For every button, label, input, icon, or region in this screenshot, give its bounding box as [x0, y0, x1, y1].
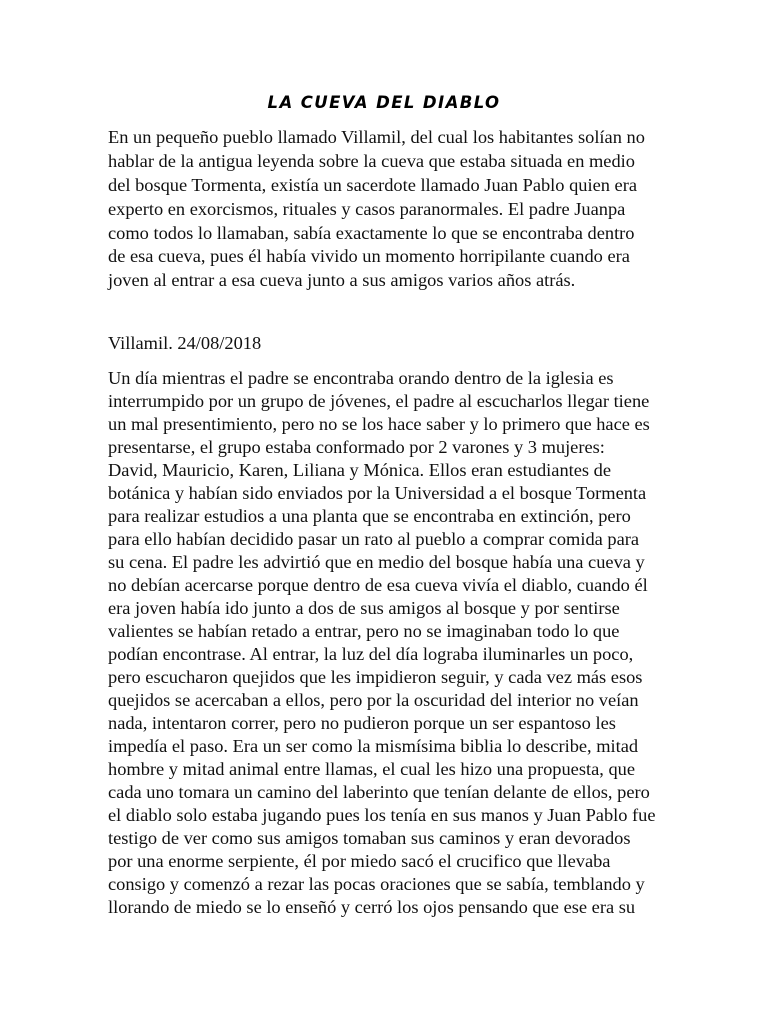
body-line: testigo de ver como sus amigos tomaban sus caminos y eran devorados	[108, 828, 631, 848]
intro-line: de esa cueva, pues él había vivido un momento horripilante cuando era	[108, 246, 630, 266]
body-line: valientes se habían retado a entrar, pero no se imaginaban todo lo que	[108, 621, 620, 641]
intro-line: como todos lo llamaban, sabía exactamente lo que se encontraba dentro	[108, 223, 635, 243]
body-line: para ello habían decidido pasar un rato al pueblo a comprar comida para	[108, 529, 640, 549]
body-line: podían encontrase. Al entrar, la luz del día lograba iluminarles un poco,	[108, 644, 634, 664]
intro-line: del bosque Tormenta, existía un sacerdote llamado Juan Pablo quien era	[108, 175, 637, 195]
body-line: no debían acercarse porque dentro de esa cueva vivía el diablo, cuando él	[108, 575, 648, 595]
body-line: su cena. El padre les advirtió que en medio del bosque había una cueva y	[108, 552, 645, 572]
body-line: era joven había ido junto a dos de sus amigos al bosque y por sentirse	[108, 598, 620, 618]
body-line: Un día mientras el padre se encontraba orando dentro de la iglesia es	[108, 368, 614, 388]
body-line: consigo y comenzó a rezar las pocas oraciones que se sabía, temblando y	[108, 874, 645, 894]
intro-line: joven al entrar a esa cueva junto a sus amigos varios años atrás.	[108, 270, 576, 290]
date-line: Villamil. 24/08/2018	[108, 333, 262, 353]
body-line: nada, intentaron correr, pero no pudieron porque un ser espantoso les	[108, 713, 616, 733]
body-line: llorando de miedo se lo enseñó y cerró los ojos pensando que ese era su	[108, 897, 636, 917]
body-line: interrumpido por un grupo de jóvenes, el padre al escucharlos llegar tiene	[108, 391, 650, 411]
body-line: un mal presentimiento, pero no se los hace saber y lo primero que hace es	[108, 414, 650, 434]
body-line: por una enorme serpiente, él por miedo sacó el crucifico que llevaba	[108, 851, 611, 871]
body-line: botánica y habían sido enviados por la Universidad a el bosque Tormenta	[108, 483, 647, 503]
body-line: impedía el paso. Era un ser como la mismísima biblia lo describe, mitad	[108, 736, 639, 756]
body-line: presentarse, el grupo estaba conformado por 2 varones y 3 mujeres:	[108, 437, 605, 457]
document-title: LA CUEVA DEL DIABLO	[267, 93, 501, 112]
body-line: para realizar estudios a una planta que se encontraba en extinción, pero	[108, 506, 631, 526]
body-line: el diablo solo estaba jugando pues los tenía en sus manos y Juan Pablo fue	[108, 805, 656, 825]
intro-line: En un pequeño pueblo llamado Villamil, del cual los habitantes solían no	[108, 127, 645, 147]
intro-line: experto en exorcismos, rituales y casos paranormales. El padre Juanpa	[108, 199, 626, 219]
body-line: hombre y mitad animal entre llamas, el cual les hizo una propuesta, que	[108, 759, 636, 779]
body-line: David, Mauricio, Karen, Liliana y Mónica. Ellos eran estudiantes de	[108, 460, 612, 480]
intro-line: hablar de la antigua leyenda sobre la cueva que estaba situada en medio	[108, 151, 635, 171]
body-line: quejidos se acercaban a ellos, pero por la oscuridad del interior no veían	[108, 690, 639, 710]
body-line: cada uno tomara un camino del laberinto que tenían delante de ellos, pero	[108, 782, 650, 802]
body-line: pero escucharon quejidos que les impidieron seguir, y cada vez más esos	[108, 667, 643, 687]
